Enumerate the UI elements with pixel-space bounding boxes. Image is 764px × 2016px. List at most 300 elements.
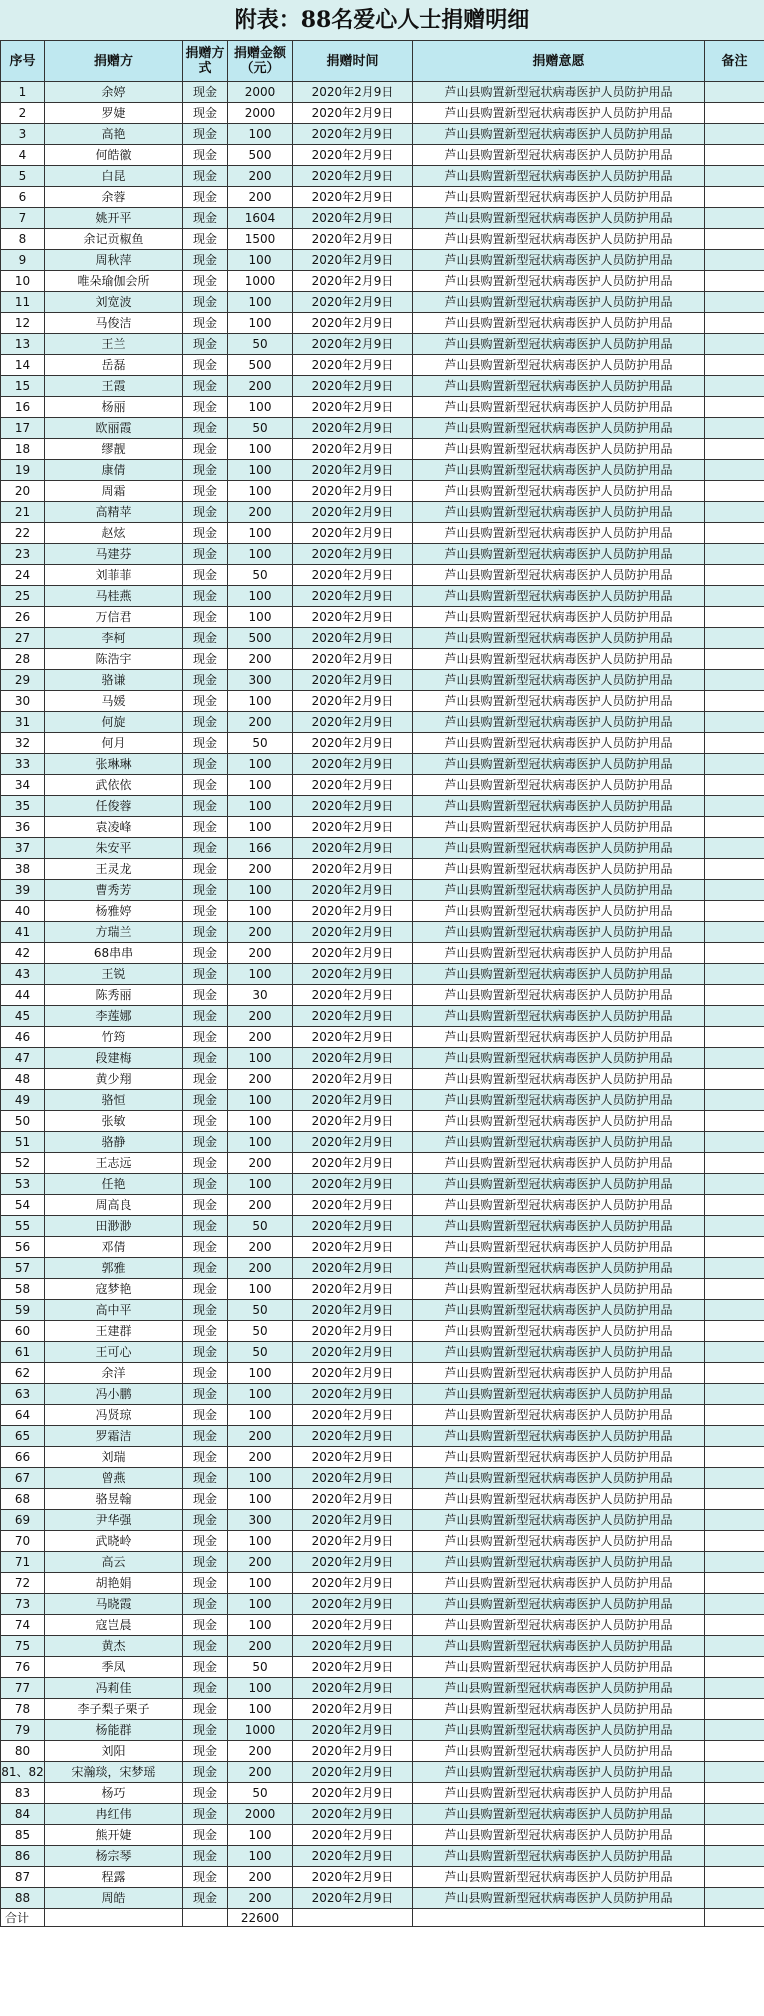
row-index: 68 — [1, 1489, 45, 1510]
donor-name: 冉红伟 — [45, 1804, 183, 1825]
row-index: 87 — [1, 1867, 45, 1888]
donation-purpose: 芦山县购置新型冠状病毒医护人员防护用品 — [413, 901, 705, 922]
donation-date: 2020年2月9日 — [293, 1069, 413, 1090]
donor-name: 白昆 — [45, 166, 183, 187]
row-index: 5 — [1, 166, 45, 187]
donor-name: 朱安平 — [45, 838, 183, 859]
donor-name: 马媛 — [45, 691, 183, 712]
donation-amount: 50 — [228, 334, 293, 355]
donation-purpose: 芦山县购置新型冠状病毒医护人员防护用品 — [413, 796, 705, 817]
donor-name: 骆恒 — [45, 1090, 183, 1111]
row-index: 4 — [1, 145, 45, 166]
row-index: 18 — [1, 439, 45, 460]
donation-note — [705, 1384, 764, 1405]
row-index: 13 — [1, 334, 45, 355]
total-amount: 22600 — [228, 1909, 293, 1927]
donation-purpose: 芦山县购置新型冠状病毒医护人员防护用品 — [413, 691, 705, 712]
donor-name: 高云 — [45, 1552, 183, 1573]
donation-amount: 100 — [228, 544, 293, 565]
donation-amount: 100 — [228, 775, 293, 796]
row-index: 74 — [1, 1615, 45, 1636]
donation-purpose: 芦山县购置新型冠状病毒医护人员防护用品 — [413, 859, 705, 880]
donation-amount: 200 — [228, 649, 293, 670]
donation-note — [705, 334, 764, 355]
table-row — [1, 1888, 764, 1909]
donor-name: 骆昱翰 — [45, 1489, 183, 1510]
donation-method: 现金 — [183, 733, 228, 754]
table-row — [1, 670, 764, 691]
donation-method: 现金 — [183, 901, 228, 922]
donation-amount: 100 — [228, 1489, 293, 1510]
donation-method: 现金 — [183, 313, 228, 334]
table-row — [1, 1426, 764, 1447]
row-index: 39 — [1, 880, 45, 901]
donation-method: 现金 — [183, 1531, 228, 1552]
donation-amount: 100 — [228, 1174, 293, 1195]
donor-name: 杨丽 — [45, 397, 183, 418]
donation-method: 现金 — [183, 334, 228, 355]
donation-amount: 200 — [228, 1636, 293, 1657]
donation-purpose: 芦山县购置新型冠状病毒医护人员防护用品 — [413, 1594, 705, 1615]
donor-name: 李子梨子栗子 — [45, 1699, 183, 1720]
donation-amount: 100 — [228, 397, 293, 418]
donation-amount: 100 — [228, 607, 293, 628]
donation-amount: 200 — [228, 1888, 293, 1909]
donation-method: 现金 — [183, 607, 228, 628]
donation-note — [705, 1783, 764, 1804]
donation-amount: 100 — [228, 439, 293, 460]
donation-date: 2020年2月9日 — [293, 544, 413, 565]
donation-amount: 200 — [228, 1447, 293, 1468]
row-index: 53 — [1, 1174, 45, 1195]
donation-note — [705, 166, 764, 187]
donation-note — [705, 460, 764, 481]
row-index: 78 — [1, 1699, 45, 1720]
donation-amount: 100 — [228, 124, 293, 145]
donation-method: 现金 — [183, 166, 228, 187]
donation-date: 2020年2月9日 — [293, 1867, 413, 1888]
row-index: 86 — [1, 1846, 45, 1867]
table-row — [1, 1132, 764, 1153]
donor-name: 欧丽霞 — [45, 418, 183, 439]
donation-date: 2020年2月9日 — [293, 187, 413, 208]
donor-name: 唯朵瑜伽会所 — [45, 271, 183, 292]
donation-date: 2020年2月9日 — [293, 985, 413, 1006]
donation-method: 现金 — [183, 1804, 228, 1825]
row-index: 19 — [1, 460, 45, 481]
donation-method: 现金 — [183, 1615, 228, 1636]
total-note-cell — [705, 1909, 764, 1927]
donation-note — [705, 1720, 764, 1741]
donation-method: 现金 — [183, 838, 228, 859]
table-row — [1, 1153, 764, 1174]
table-row — [1, 1447, 764, 1468]
donation-date: 2020年2月9日 — [293, 607, 413, 628]
row-index: 76 — [1, 1657, 45, 1678]
donation-method: 现金 — [183, 1384, 228, 1405]
donation-note — [705, 565, 764, 586]
donation-note — [705, 1573, 764, 1594]
donation-purpose: 芦山县购置新型冠状病毒医护人员防护用品 — [413, 1006, 705, 1027]
donation-note — [705, 1762, 764, 1783]
donor-name: 高中平 — [45, 1300, 183, 1321]
donation-note — [705, 754, 764, 775]
donation-method: 现金 — [183, 712, 228, 733]
donation-date: 2020年2月9日 — [293, 649, 413, 670]
donation-amount: 100 — [228, 1405, 293, 1426]
table-row — [1, 1867, 764, 1888]
donation-note — [705, 1615, 764, 1636]
table-row — [1, 754, 764, 775]
donation-note — [705, 1069, 764, 1090]
row-index: 57 — [1, 1258, 45, 1279]
row-index: 9 — [1, 250, 45, 271]
donation-note — [705, 1678, 764, 1699]
donation-amount: 200 — [228, 1195, 293, 1216]
donation-amount: 50 — [228, 1783, 293, 1804]
donor-name: 任俊蓉 — [45, 796, 183, 817]
donation-method: 现金 — [183, 124, 228, 145]
donation-purpose: 芦山县购置新型冠状病毒医护人员防护用品 — [413, 1279, 705, 1300]
table-row — [1, 691, 764, 712]
donation-method: 现金 — [183, 1447, 228, 1468]
donation-date: 2020年2月9日 — [293, 1279, 413, 1300]
donation-note — [705, 229, 764, 250]
donation-amount: 200 — [228, 1006, 293, 1027]
table-row — [1, 544, 764, 565]
donation-note — [705, 1636, 764, 1657]
donation-purpose: 芦山县购置新型冠状病毒医护人员防护用品 — [413, 1699, 705, 1720]
donation-method: 现金 — [183, 1300, 228, 1321]
donation-amount: 100 — [228, 1678, 293, 1699]
table-row — [1, 82, 764, 103]
table-row — [1, 1216, 764, 1237]
donation-purpose: 芦山县购置新型冠状病毒医护人员防护用品 — [413, 1405, 705, 1426]
row-index: 75 — [1, 1636, 45, 1657]
donation-date: 2020年2月9日 — [293, 1300, 413, 1321]
donation-note — [705, 1741, 764, 1762]
donor-name: 冯贤琼 — [45, 1405, 183, 1426]
row-index: 12 — [1, 313, 45, 334]
donor-name: 赵炫 — [45, 523, 183, 544]
donation-note — [705, 103, 764, 124]
donation-purpose: 芦山县购置新型冠状病毒医护人员防护用品 — [413, 1216, 705, 1237]
row-index: 2 — [1, 103, 45, 124]
donation-amount: 200 — [228, 1741, 293, 1762]
table-row — [1, 523, 764, 544]
table-row — [1, 1174, 764, 1195]
donation-date: 2020年2月9日 — [293, 1741, 413, 1762]
row-index: 61 — [1, 1342, 45, 1363]
donation-date: 2020年2月9日 — [293, 796, 413, 817]
donation-method: 现金 — [183, 565, 228, 586]
donation-note — [705, 1132, 764, 1153]
donation-note — [705, 1195, 764, 1216]
row-index: 41 — [1, 922, 45, 943]
row-index: 48 — [1, 1069, 45, 1090]
donation-method: 现金 — [183, 1426, 228, 1447]
donation-note — [705, 649, 764, 670]
donor-name: 曹秀芳 — [45, 880, 183, 901]
row-index: 50 — [1, 1111, 45, 1132]
donor-name: 王兰 — [45, 334, 183, 355]
donation-purpose: 芦山县购置新型冠状病毒医护人员防护用品 — [413, 523, 705, 544]
donation-purpose: 芦山县购置新型冠状病毒医护人员防护用品 — [413, 1867, 705, 1888]
donation-date: 2020年2月9日 — [293, 922, 413, 943]
donation-method: 现金 — [183, 1111, 228, 1132]
row-index: 10 — [1, 271, 45, 292]
donation-purpose: 芦山县购置新型冠状病毒医护人员防护用品 — [413, 460, 705, 481]
row-index: 69 — [1, 1510, 45, 1531]
donation-method: 现金 — [183, 418, 228, 439]
donation-method: 现金 — [183, 103, 228, 124]
donation-amount: 30 — [228, 985, 293, 1006]
donation-amount: 100 — [228, 1132, 293, 1153]
donation-date: 2020年2月9日 — [293, 208, 413, 229]
donation-note — [705, 1426, 764, 1447]
donation-amount: 50 — [228, 1342, 293, 1363]
donation-purpose: 芦山县购置新型冠状病毒医护人员防护用品 — [413, 712, 705, 733]
donation-note — [705, 859, 764, 880]
donor-name: 何旋 — [45, 712, 183, 733]
donation-amount: 300 — [228, 1510, 293, 1531]
donation-date: 2020年2月9日 — [293, 1258, 413, 1279]
header-index: 序号 — [1, 41, 45, 82]
table-row — [1, 1573, 764, 1594]
donation-note — [705, 439, 764, 460]
table-row — [1, 439, 764, 460]
table-row — [1, 1111, 764, 1132]
donation-note — [705, 1552, 764, 1573]
donation-method: 现金 — [183, 943, 228, 964]
donation-date: 2020年2月9日 — [293, 1048, 413, 1069]
donation-note — [705, 1237, 764, 1258]
donation-method: 现金 — [183, 1678, 228, 1699]
row-index: 62 — [1, 1363, 45, 1384]
donor-name: 杨能群 — [45, 1720, 183, 1741]
donation-note — [705, 943, 764, 964]
donor-name: 高艳 — [45, 124, 183, 145]
row-index: 22 — [1, 523, 45, 544]
donation-amount: 100 — [228, 1279, 293, 1300]
donation-purpose: 芦山县购置新型冠状病毒医护人员防护用品 — [413, 607, 705, 628]
donation-amount: 50 — [228, 418, 293, 439]
donation-method: 现金 — [183, 1048, 228, 1069]
donation-method: 现金 — [183, 1888, 228, 1909]
table-row — [1, 1027, 764, 1048]
table-row — [1, 775, 764, 796]
donation-amount: 2000 — [228, 82, 293, 103]
donation-date: 2020年2月9日 — [293, 817, 413, 838]
donor-name: 马建芬 — [45, 544, 183, 565]
donation-method: 现金 — [183, 922, 228, 943]
row-index: 1 — [1, 82, 45, 103]
donor-name: 寇岂晨 — [45, 1615, 183, 1636]
donation-date: 2020年2月9日 — [293, 1825, 413, 1846]
row-index: 8 — [1, 229, 45, 250]
donation-method: 现金 — [183, 1510, 228, 1531]
donation-method: 现金 — [183, 1762, 228, 1783]
donation-note — [705, 1888, 764, 1909]
row-index: 71 — [1, 1552, 45, 1573]
row-index: 6 — [1, 187, 45, 208]
table-header-row — [1, 41, 764, 82]
table-row — [1, 607, 764, 628]
table-row — [1, 1699, 764, 1720]
table-row — [1, 649, 764, 670]
row-index: 88 — [1, 1888, 45, 1909]
donation-method: 现金 — [183, 1552, 228, 1573]
donation-purpose: 芦山县购置新型冠状病毒医护人员防护用品 — [413, 1468, 705, 1489]
row-index: 38 — [1, 859, 45, 880]
donor-name: 张敏 — [45, 1111, 183, 1132]
row-index: 30 — [1, 691, 45, 712]
donation-amount: 200 — [228, 376, 293, 397]
donation-note — [705, 1447, 764, 1468]
donation-date: 2020年2月9日 — [293, 586, 413, 607]
donor-name: 曾燕 — [45, 1468, 183, 1489]
table-row — [1, 1804, 764, 1825]
donor-name: 马晓霞 — [45, 1594, 183, 1615]
table-row — [1, 1531, 764, 1552]
donation-note — [705, 250, 764, 271]
table-row — [1, 145, 764, 166]
row-index: 67 — [1, 1468, 45, 1489]
donation-amount: 300 — [228, 670, 293, 691]
donation-method: 现金 — [183, 754, 228, 775]
donation-purpose: 芦山县购置新型冠状病毒医护人员防护用品 — [413, 1048, 705, 1069]
donation-date: 2020年2月9日 — [293, 1510, 413, 1531]
row-index: 80 — [1, 1741, 45, 1762]
donation-note — [705, 1300, 764, 1321]
donor-name: 冯小鹏 — [45, 1384, 183, 1405]
donor-name: 姚开平 — [45, 208, 183, 229]
donation-amount: 200 — [228, 1552, 293, 1573]
donation-purpose: 芦山县购置新型冠状病毒医护人员防护用品 — [413, 1342, 705, 1363]
donation-purpose: 芦山县购置新型冠状病毒医护人员防护用品 — [413, 1531, 705, 1552]
donation-purpose: 芦山县购置新型冠状病毒医护人员防护用品 — [413, 1300, 705, 1321]
donor-name: 袁凌峰 — [45, 817, 183, 838]
donation-method: 现金 — [183, 1468, 228, 1489]
table-row — [1, 565, 764, 586]
donation-method: 现金 — [183, 1657, 228, 1678]
donation-date: 2020年2月9日 — [293, 229, 413, 250]
donor-name: 岳磊 — [45, 355, 183, 376]
donation-date: 2020年2月9日 — [293, 1174, 413, 1195]
donor-name: 寇梦艳 — [45, 1279, 183, 1300]
donation-date: 2020年2月9日 — [293, 775, 413, 796]
donation-date: 2020年2月9日 — [293, 1804, 413, 1825]
row-index: 45 — [1, 1006, 45, 1027]
donation-purpose: 芦山县购置新型冠状病毒医护人员防护用品 — [413, 1615, 705, 1636]
table-row — [1, 1552, 764, 1573]
donation-note — [705, 1258, 764, 1279]
donation-note — [705, 1405, 764, 1426]
donation-date: 2020年2月9日 — [293, 1006, 413, 1027]
row-index: 72 — [1, 1573, 45, 1594]
donation-note — [705, 208, 764, 229]
donor-name: 黄杰 — [45, 1636, 183, 1657]
donation-method: 现金 — [183, 880, 228, 901]
donation-note — [705, 544, 764, 565]
table-row — [1, 418, 764, 439]
donation-amount: 100 — [228, 1111, 293, 1132]
donation-purpose: 芦山县购置新型冠状病毒医护人员防护用品 — [413, 1762, 705, 1783]
donation-date: 2020年2月9日 — [293, 1132, 413, 1153]
row-index: 51 — [1, 1132, 45, 1153]
donation-date: 2020年2月9日 — [293, 880, 413, 901]
row-index: 54 — [1, 1195, 45, 1216]
header-purpose: 捐赠意愿 — [413, 41, 705, 82]
total-date-cell — [293, 1909, 413, 1927]
table-row — [1, 397, 764, 418]
table-row — [1, 1048, 764, 1069]
donor-name: 杨雅婷 — [45, 901, 183, 922]
donation-note — [705, 1027, 764, 1048]
donation-amount: 200 — [228, 1153, 293, 1174]
donor-name: 刘阳 — [45, 1741, 183, 1762]
donation-amount: 100 — [228, 817, 293, 838]
donation-date: 2020年2月9日 — [293, 439, 413, 460]
donation-amount: 100 — [228, 1825, 293, 1846]
donation-note — [705, 418, 764, 439]
donation-note — [705, 1699, 764, 1720]
donation-purpose: 芦山县购置新型冠状病毒医护人员防护用品 — [413, 1825, 705, 1846]
total-purpose-cell — [413, 1909, 705, 1927]
donation-purpose: 芦山县购置新型冠状病毒医护人员防护用品 — [413, 943, 705, 964]
donation-date: 2020年2月9日 — [293, 166, 413, 187]
donation-date: 2020年2月9日 — [293, 1657, 413, 1678]
row-index: 27 — [1, 628, 45, 649]
row-index: 58 — [1, 1279, 45, 1300]
donation-amount: 100 — [228, 1573, 293, 1594]
row-index: 11 — [1, 292, 45, 313]
donor-name: 康倩 — [45, 460, 183, 481]
donation-purpose: 芦山县购置新型冠状病毒医护人员防护用品 — [413, 1552, 705, 1573]
table-row — [1, 1489, 764, 1510]
donation-method: 现金 — [183, 1069, 228, 1090]
donation-note — [705, 775, 764, 796]
donation-purpose: 芦山县购置新型冠状病毒医护人员防护用品 — [413, 1153, 705, 1174]
donation-purpose: 芦山县购置新型冠状病毒医护人员防护用品 — [413, 1090, 705, 1111]
donation-amount: 50 — [228, 1657, 293, 1678]
donation-method: 现金 — [183, 271, 228, 292]
table-row — [1, 586, 764, 607]
row-index: 47 — [1, 1048, 45, 1069]
donation-note — [705, 1510, 764, 1531]
donation-date: 2020年2月9日 — [293, 82, 413, 103]
donation-date: 2020年2月9日 — [293, 1195, 413, 1216]
table-row — [1, 712, 764, 733]
donation-date: 2020年2月9日 — [293, 1783, 413, 1804]
donation-amount: 50 — [228, 1216, 293, 1237]
donation-amount: 100 — [228, 460, 293, 481]
donor-name: 陈浩宇 — [45, 649, 183, 670]
donation-method: 现金 — [183, 292, 228, 313]
row-index: 55 — [1, 1216, 45, 1237]
table-row — [1, 1783, 764, 1804]
donation-note — [705, 1174, 764, 1195]
donation-date: 2020年2月9日 — [293, 1552, 413, 1573]
donation-purpose: 芦山县购置新型冠状病毒医护人员防护用品 — [413, 1363, 705, 1384]
donor-name: 68串串 — [45, 943, 183, 964]
donation-amount: 100 — [228, 1090, 293, 1111]
row-index: 73 — [1, 1594, 45, 1615]
donation-date: 2020年2月9日 — [293, 1447, 413, 1468]
donation-purpose: 芦山县购置新型冠状病毒医护人员防护用品 — [413, 1741, 705, 1762]
table-row — [1, 481, 764, 502]
table-row — [1, 250, 764, 271]
